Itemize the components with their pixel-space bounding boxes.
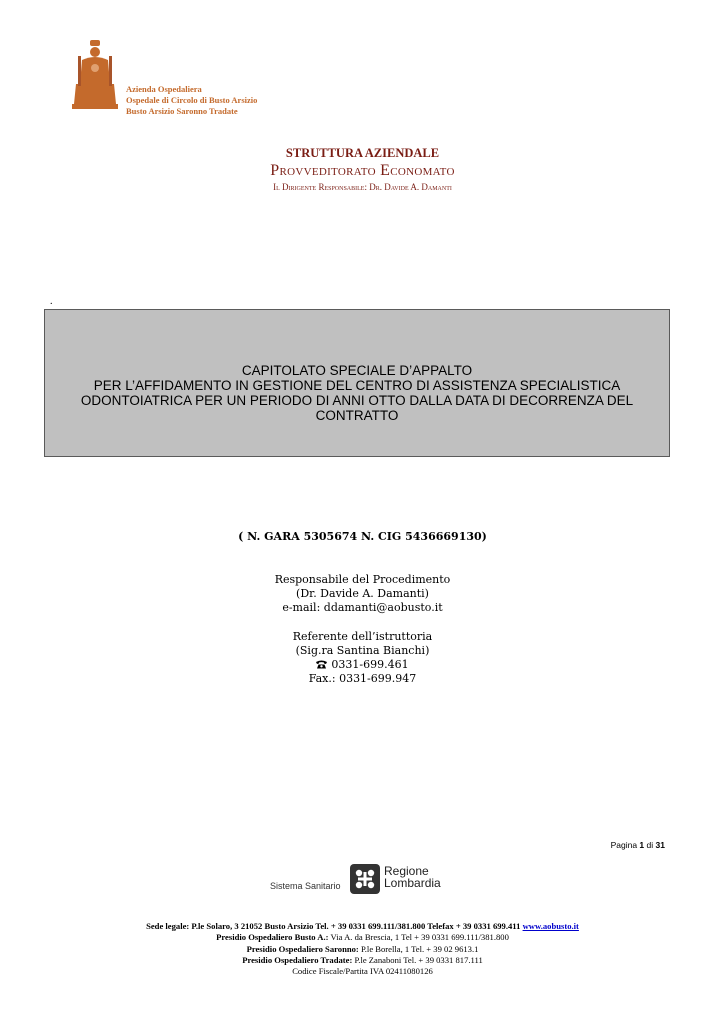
referente-title: Referente dell’istruttoria [292,629,433,643]
footer-saronno-text: P.le Borella, 1 Tel. + 39 02 9613.1 [360,943,479,954]
page-total: 31 [655,840,665,850]
footer [0,921,725,977]
footer-codice: Codice Fiscale/Partita IVA 02411080126 [292,966,433,977]
footer-tradate-label: Presidio Ospedaliero Tradate: [242,954,353,965]
logo-line-3: Busto Arsizio Saronno Tradate [126,106,238,116]
footer-tradate [0,955,725,966]
sistema-sanitario-label: Sistema Sanitario [270,881,341,891]
logo-line-1: Azienda Ospedaliera [126,84,202,94]
hospital-logo-text [126,84,257,117]
page-of: di [646,840,654,850]
referente-name: (Sig.ra Santina Bianchi) [295,643,430,657]
title-line-3: ODONTOIATRICA PER UN PERIODO DI ANNI OTTO DALLA DATA DI DECORRENZA DEL [80,393,634,408]
footer-tradate-text: P.le Zanaboni Tel. + 39 0331 817.111 [354,954,483,965]
footer-busto [0,932,725,943]
regione-line-1: Regione [384,864,429,878]
referente-phone-row [0,658,725,672]
regione-lombardia-text [384,866,441,889]
footer-busto-text: Via A. da Brescia, 1 Tel + 39 0331 699.111/381.800 [330,932,509,943]
title-line-4: CONTRATTO [315,408,399,423]
logo-line-2: Ospedale di Circolo di Busto Arsizio [126,95,258,105]
website-link[interactable]: www.aobusto.it [522,921,579,931]
gara-cig-line: ( N. GARA 5305674 N. CIG 5436669130) [238,530,487,543]
stray-dot: . [50,296,53,307]
regione-line-2: Lombardia [384,875,441,890]
footer-sede [0,921,725,932]
title-box [44,309,670,457]
footer-saronno [0,944,725,955]
title-line-1: CAPITOLATO SPECIALE D’APPALTO [241,363,473,378]
responsabile-name: (Dr. Davide A. Damanti) [296,587,429,601]
department-header [0,146,725,193]
provveditorato-heading: Provveditorato Economato [270,162,455,179]
contacts-block [0,573,725,686]
footer-saronno-label: Presidio Ospedaliero Saronno: [246,943,359,954]
page-current: 1 [639,840,645,850]
page-number [560,840,665,850]
telephone-icon [316,659,327,668]
title-line-2: PER L’AFFIDAMENTO IN GESTIONE DEL CENTRO DI ASSISTENZA SPECIALISTICA [93,378,621,393]
document-title [45,363,669,423]
regione-lombardia-logo [350,864,380,894]
page-label: Pagina [610,840,638,850]
hospital-logo-figure [70,38,120,110]
footer-busto-label: Presidio Ospedaliero Busto A.: [216,932,329,943]
referente-phone: 0331-699.461 [331,658,409,672]
footer-sede-text: Sede legale: P.le Solaro, 3 21052 Busto Arsizio Tel. + 39 0331 699.111/381.800 Telefax + 39 0331 699.411 [146,921,521,931]
referente-fax: Fax.: 0331-699.947 [308,672,417,686]
dirigente-line: Il Dirigente Responsabile: Dr. Davide A. Damanti [273,182,452,192]
struttura-heading: STRUTTURA AZIENDALE [285,146,440,160]
responsabile-title: Responsabile del Procedimento [274,573,451,586]
responsabile-email: e-mail: ddamanti@aobusto.it [282,601,443,615]
